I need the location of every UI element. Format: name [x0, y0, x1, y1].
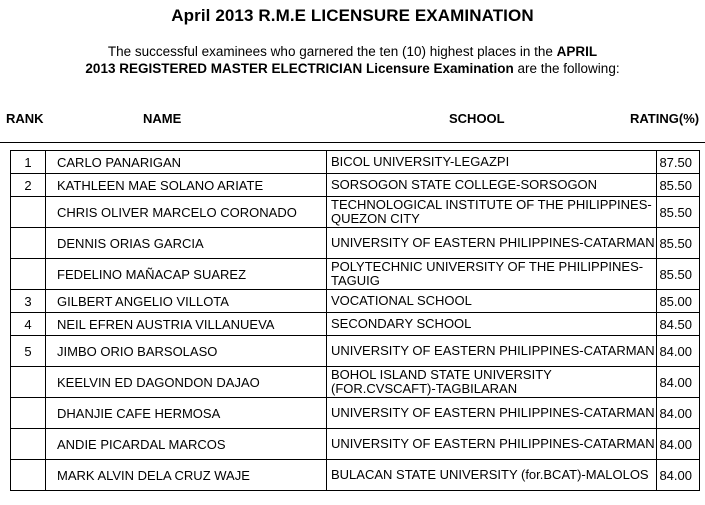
table-row: [11, 336, 700, 367]
rating-cell: 84.00: [657, 336, 700, 367]
results-table: [10, 150, 700, 491]
name-cell: CARLO PANARIGAN: [46, 151, 327, 174]
rank-cell: [11, 197, 46, 228]
rating-cell: 87.50: [657, 151, 700, 174]
school-cell: TECHNOLOGICAL INSTITUTE OF THE PHILIPPINES-QUEZON CITY: [327, 197, 657, 228]
rank-cell: [11, 429, 46, 460]
name-cell: DHANJIE CAFE HERMOSA: [46, 398, 327, 429]
table-row: [11, 398, 700, 429]
column-header-rank: RANK: [6, 111, 44, 126]
intro-bold-2: 2013 REGISTERED MASTER ELECTRICIAN Licensure Examination: [85, 61, 514, 76]
table-row: [11, 367, 700, 398]
name-cell: DENNIS ORIAS GARCIA: [46, 228, 327, 259]
rank-cell: [11, 228, 46, 259]
rating-cell: 84.50: [657, 313, 700, 336]
name-cell: KATHLEEN MAE SOLANO ARIATE: [46, 174, 327, 197]
table-row: [11, 151, 700, 174]
school-cell: SECONDARY SCHOOL: [327, 313, 657, 336]
rating-cell: 84.00: [657, 460, 700, 491]
rating-cell: 84.00: [657, 429, 700, 460]
school-cell: SORSOGON STATE COLLEGE-SORSOGON: [327, 174, 657, 197]
header-divider: [0, 142, 705, 143]
table-row: [11, 460, 700, 491]
name-cell: FEDELINO MAÑACAP SUAREZ: [46, 259, 327, 290]
column-header-rating: RATING(%): [630, 111, 700, 126]
intro-bold-1: APRIL: [556, 44, 598, 59]
rank-cell: 5: [11, 336, 46, 367]
name-cell: MARK ALVIN DELA CRUZ WAJE: [46, 460, 327, 491]
intro-text-after: are the following:: [513, 61, 620, 76]
school-cell: VOCATIONAL SCHOOL: [327, 290, 657, 313]
rating-cell: 85.50: [657, 259, 700, 290]
school-cell: UNIVERSITY OF EASTERN PHILIPPINES-CATARMAN: [327, 398, 657, 429]
table-row: [11, 174, 700, 197]
school-cell: POLYTECHNIC UNIVERSITY OF THE PHILIPPINES-TAGUIG: [327, 259, 657, 290]
rank-cell: 1: [11, 151, 46, 174]
school-cell: BICOL UNIVERSITY-LEGAZPI: [327, 151, 657, 174]
intro-text-before: The successful examinees who garnered the ten (10) highest places in the: [107, 44, 557, 59]
table-row: [11, 313, 700, 336]
school-cell: BOHOL ISLAND STATE UNIVERSITY (FOR.CVSCAFT)-TAGBILARAN: [327, 367, 657, 398]
column-header-school: SCHOOL: [449, 111, 505, 126]
rating-cell: 85.50: [657, 197, 700, 228]
table-row: [11, 290, 700, 313]
rank-cell: [11, 398, 46, 429]
rank-cell: 2: [11, 174, 46, 197]
rating-cell: 85.50: [657, 174, 700, 197]
column-header-name: NAME: [143, 111, 182, 126]
table-row: [11, 197, 700, 228]
rating-cell: 85.50: [657, 228, 700, 259]
name-cell: CHRIS OLIVER MARCELO CORONADO: [46, 197, 327, 228]
rank-cell: [11, 460, 46, 491]
rank-cell: 3: [11, 290, 46, 313]
name-cell: JIMBO ORIO BARSOLASO: [46, 336, 327, 367]
name-cell: NEIL EFREN AUSTRIA VILLANUEVA: [46, 313, 327, 336]
table-row: [11, 228, 700, 259]
name-cell: KEELVIN ED DAGONDON DAJAO: [46, 367, 327, 398]
school-cell: UNIVERSITY OF EASTERN PHILIPPINES-CATARMAN: [327, 429, 657, 460]
rank-cell: 4: [11, 313, 46, 336]
school-cell: UNIVERSITY OF EASTERN PHILIPPINES-CATARMAN: [327, 336, 657, 367]
rank-cell: [11, 259, 46, 290]
name-cell: GILBERT ANGELIO VILLOTA: [46, 290, 327, 313]
name-cell: ANDIE PICARDAL MARCOS: [46, 429, 327, 460]
rating-cell: 85.00: [657, 290, 700, 313]
page-title: April 2013 R.M.E LICENSURE EXAMINATION: [171, 6, 534, 25]
school-cell: BULACAN STATE UNIVERSITY (for.BCAT)-MALOLOS: [327, 460, 657, 491]
rating-cell: 84.00: [657, 398, 700, 429]
table-row: [11, 259, 700, 290]
table-row: [11, 429, 700, 460]
school-cell: UNIVERSITY OF EASTERN PHILIPPINES-CATARMAN: [327, 228, 657, 259]
rating-cell: 84.00: [657, 367, 700, 398]
rank-cell: [11, 367, 46, 398]
intro-paragraph: [10, 43, 695, 77]
